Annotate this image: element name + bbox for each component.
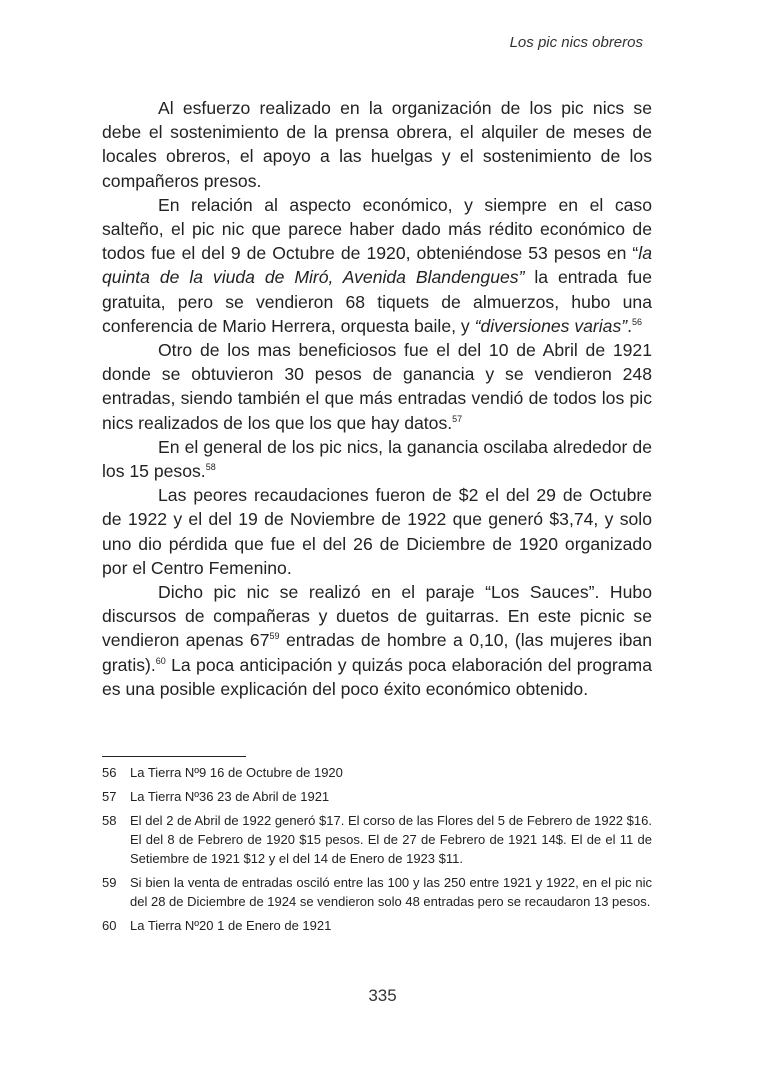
paragraph bbox=[102, 193, 652, 338]
italic-quote: la quinta de la viuda de Miró, Avenida Blandengues” bbox=[102, 243, 652, 288]
paragraph bbox=[102, 580, 652, 701]
footnote-number: 60 bbox=[102, 918, 117, 933]
paragraph-text: entradas de hombre a 0,10, (las mujeres iban gratis). bbox=[102, 630, 653, 675]
italic-quote: “diversiones varias” bbox=[474, 315, 628, 336]
paragraph bbox=[102, 435, 652, 483]
footnote-ref[interactable]: 60 bbox=[155, 655, 166, 666]
paragraph bbox=[102, 96, 652, 193]
paragraph-text: Al esfuerzo realizado en la organización de los pic nics se debe el sostenimiento de la prensa obrera, el alquiler de meses de locales obreros, el apoyo a las huelgas y el sostenimiento de los compañeros presos. bbox=[102, 98, 652, 191]
footnote-ref[interactable]: 56 bbox=[632, 316, 643, 327]
footnote-number: 59 bbox=[102, 875, 117, 890]
paragraph-text: La poca anticipación y quizás poca elaboración del programa es una posible explicación del poco éxito económico obtenido. bbox=[102, 654, 652, 699]
footnote-ref[interactable]: 57 bbox=[452, 413, 463, 424]
footnote-text: La Tierra Nº9 16 de Octubre de 1920 bbox=[130, 765, 343, 780]
footnote bbox=[102, 763, 652, 782]
footnote-ref[interactable]: 59 bbox=[269, 631, 280, 642]
footnote-number: 58 bbox=[102, 813, 117, 828]
footnote-text: La Tierra Nº20 1 de Enero de 1921 bbox=[130, 918, 332, 933]
footnote-number: 57 bbox=[102, 789, 117, 804]
footnote bbox=[102, 873, 652, 911]
footnote-divider bbox=[102, 756, 246, 757]
footnote-ref[interactable]: 58 bbox=[205, 462, 216, 473]
footnote bbox=[102, 787, 652, 806]
footnotes bbox=[102, 763, 652, 940]
footnote-text: Si bien la venta de entradas osciló entre las 100 y las 250 entre 1921 y 1922, en el pic nic del 28 de Diciembre de 1924 se vendieron solo 48 entradas pero se recaudaron 13 pesos. bbox=[130, 875, 652, 909]
paragraph bbox=[102, 338, 652, 435]
paragraph-text: Otro de los mas beneficiosos fue el del 10 de Abril de 1921 donde se obtuvieron 30 pesos de ganancia y se vendieron 248 entradas, siendo también el que más entradas vendió de todos los pic nics realizados de los que los que hay datos. bbox=[102, 340, 652, 433]
paragraph-text: . bbox=[627, 315, 633, 336]
paragraph-text: En el general de los pic nics, la ganancia oscilaba alrededor de los 15 pesos. bbox=[102, 436, 652, 482]
footnote bbox=[102, 811, 652, 868]
paragraph-text: Las peores recaudaciones fueron de $2 el del 29 de Octubre de 1922 y el del 19 de Noviembre de 1922 que generó $3,74, y solo uno dio pérdida que fue el del 26 de Diciembre de 1920 organizado por el Centro Femenino. bbox=[102, 485, 652, 578]
page-number: 335 bbox=[368, 986, 397, 1005]
paragraph-text: En relación al aspecto económico, y siempre en el caso salteño, el pic nic que parece haber dado más rédito económico de todos fue el del 9 de Octubre de 1920, obteniéndose 53 pesos en “ bbox=[102, 194, 652, 264]
running-header: Los pic nics obreros bbox=[509, 34, 643, 51]
paragraph-text: Dicho pic nic se realizó en el paraje “Los Sauces”. Hubo discursos de compañeras y duetos de guitarras. En este picnic se vendieron apenas 67 bbox=[102, 582, 652, 651]
footnote bbox=[102, 916, 652, 935]
body-text bbox=[102, 96, 652, 701]
footnote-text: El del 2 de Abril de 1922 generó $17. El corso de las Flores del 5 de Febrero de 1922 $16. El del 8 de Febrero de 1920 $15 pesos. El de 27 de Febrero de 1921 14$. El de el 11 de Setiembre de 1921 $12 y el del 14 de Enero de 1923 $11. bbox=[130, 813, 652, 866]
paragraph bbox=[102, 483, 652, 580]
footnote-number: 56 bbox=[102, 765, 117, 780]
paragraph-text: la entrada fue gratuita, pero se vendieron 68 tiquets de almuerzos, hubo una conferencia de Mario Herrera, orquesta baile, y bbox=[102, 267, 652, 336]
footnote-text: La Tierra Nº36 23 de Abril de 1921 bbox=[130, 789, 330, 804]
